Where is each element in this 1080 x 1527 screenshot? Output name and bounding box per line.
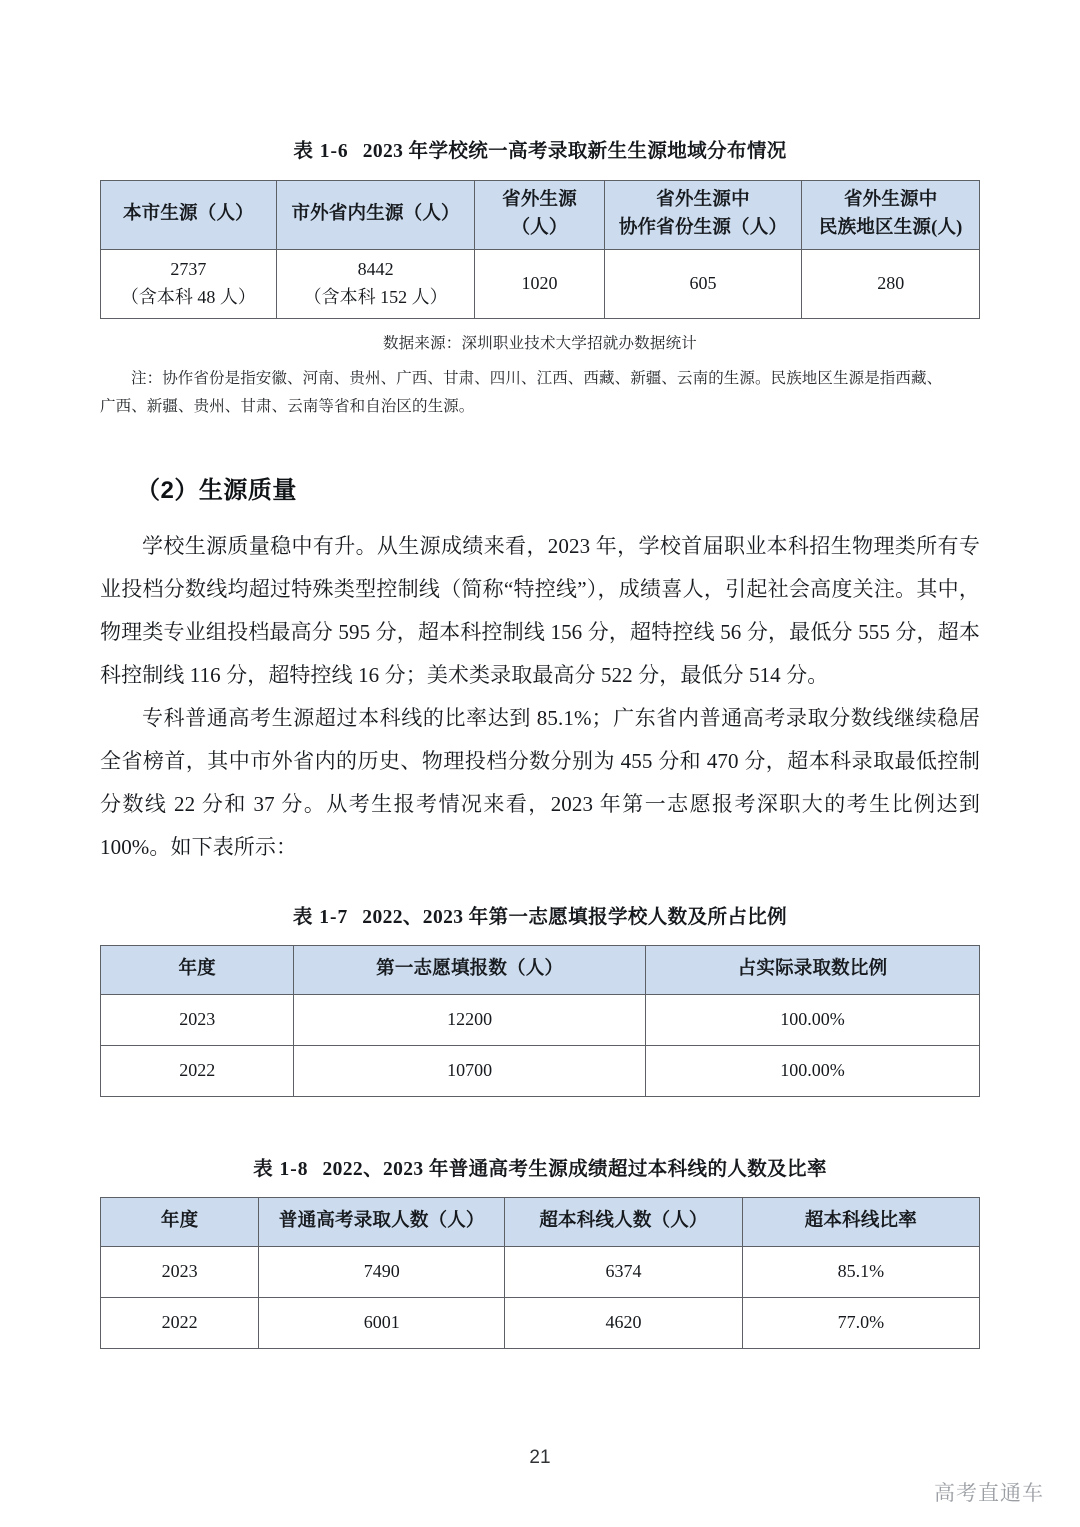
header-line-1: 省外生源中	[843, 190, 938, 210]
table-1-6-caption	[100, 135, 980, 163]
table-1-8-cell-above-line-count: 6374	[505, 1247, 742, 1298]
table-1-8-caption-title: 2022、2023 年普通高考生源成绩超过本科线的人数及比率	[322, 1159, 827, 1181]
table-1-6-header-ethnic-regions	[802, 181, 980, 250]
cell-subvalue: （含本科 152 人）	[303, 286, 448, 307]
table-1-8-header-year: 年度	[101, 1198, 259, 1247]
table-row	[101, 995, 980, 1046]
table-1-8-cell-admitted-count: 6001	[259, 1298, 505, 1349]
table-1-7-header-first-choice-count: 第一志愿填报数（人）	[294, 946, 646, 995]
paragraph-student-quality-1: 学校生源质量稳中有升。从生源成绩来看，2023 年，学校首届职业本科招生物理类所有专业投档分数线均超过特殊类型控制线（简称“特控线”），成绩喜人，引起社会高度关注。其中，物理类专业组投档最高分 595 分，超本科控制线 156 分，超特控线 56 分，最低分 555 分，超本科控制线 116 分，超特控线 16 分；美术类录取最高分 522 分，最低分 514 分。	[100, 533, 980, 687]
table-1-6-cell-cooperative-provinces: 605	[604, 249, 802, 318]
table-1-7-cell-year: 2022	[101, 1046, 294, 1097]
table-1-8-header-admitted-count: 普通高考录取人数（人）	[259, 1198, 505, 1247]
table-1-7-cell-year: 2023	[101, 995, 294, 1046]
table-1-8-header-above-line-count: 超本科线人数（人）	[505, 1198, 742, 1247]
table-1-6-header-cooperative-provinces	[604, 181, 802, 250]
table-1-7-cell-ratio: 100.00%	[645, 995, 979, 1046]
table-1-8-caption	[100, 1153, 980, 1181]
table-1-8-cell-year: 2022	[101, 1298, 259, 1349]
cell-subvalue: （含本科 48 人）	[120, 286, 256, 307]
table-1-6-cell-out-province-students: 1020	[475, 249, 604, 318]
table-1-7-cell-first-choice-count: 10700	[294, 1046, 646, 1097]
table-1-8-cell-above-line-ratio: 85.1%	[742, 1247, 979, 1298]
table-1-6-caption-block	[100, 0, 980, 163]
table-row-header	[101, 181, 980, 250]
table-1-7-caption	[100, 901, 980, 929]
header-line-2: 民族地区生源(人)	[818, 217, 963, 238]
table-1-6-header-local-students: 本市生源（人）	[101, 181, 277, 250]
table-1-7-header-year: 年度	[101, 946, 294, 995]
table-1-7	[100, 945, 980, 1097]
table-1-6-note	[100, 365, 980, 422]
header-line-2: 协作省份生源（人）	[618, 217, 788, 238]
table-1-7-header-ratio: 占实际录取数比例	[645, 946, 979, 995]
table-row-header	[101, 946, 980, 995]
table-1-7-cell-first-choice-count: 12200	[294, 995, 646, 1046]
table-1-8-cell-year: 2023	[101, 1247, 259, 1298]
table-row-header	[101, 1198, 980, 1247]
table-1-6	[100, 180, 980, 319]
table-1-6-caption-number: 表 1-6	[293, 141, 349, 162]
page-number: 21	[529, 1447, 551, 1468]
header-line-1: 省外生源中	[656, 190, 750, 210]
cell-value: 2737	[170, 258, 207, 279]
watermark: 高考直通车	[934, 1482, 1044, 1505]
table-1-6-cell-in-province-students	[276, 249, 475, 318]
table-1-7-cell-ratio: 100.00%	[645, 1046, 979, 1097]
table-1-8-cell-above-line-count: 4620	[505, 1298, 742, 1349]
table-1-6-header-in-province-students: 市外省内生源（人）	[276, 181, 475, 250]
paragraph-student-quality-2: 专科普通高考生源超过本科线的比率达到 85.1%；广东省内普通高考录取分数线继续稳居全省榜首，其中市外省内的历史、物理投档分数分别为 455 分和 470 分，超本科录取最低控制分数线 22 分和 37 分。从考生报考情况来看，2023 年第一志愿报考深职大的考生比例达到 100%。如下表所示：	[100, 705, 980, 860]
table-1-7-caption-title: 2022、2023 年第一志愿填报学校人数及所占比例	[362, 907, 788, 929]
table-1-6-caption-title: 2023 年学校统一高考录取新生生源地域分布情况	[362, 141, 787, 162]
section-heading-student-quality: （2）生源质量	[136, 476, 297, 504]
table-row	[101, 1247, 980, 1298]
table-1-8-cell-admitted-count: 7490	[259, 1247, 505, 1298]
table-1-8-caption-block	[100, 1153, 980, 1181]
header-line-2: （人）	[511, 217, 568, 238]
table-1-8	[100, 1197, 980, 1349]
table-row	[101, 1298, 980, 1349]
header-line-1: 省外生源	[502, 190, 577, 210]
table-1-6-cell-local-students	[101, 249, 277, 318]
table-1-8-cell-above-line-ratio: 77.0%	[742, 1298, 979, 1349]
table-row	[101, 249, 980, 318]
note-line-1: 注：协作省份是指安徽、河南、贵州、广西、甘肃、四川、江西、西藏、新疆、云南的生源。民族地区生源是指西藏、	[131, 369, 943, 387]
cell-value: 8442	[357, 258, 394, 279]
table-1-8-header-above-line-ratio: 超本科线比率	[742, 1198, 979, 1247]
table-1-6-cell-ethnic-regions: 280	[802, 249, 980, 318]
table-1-7-caption-block	[100, 901, 980, 929]
table-1-8-caption-number: 表 1-8	[253, 1159, 309, 1181]
table-1-6-source: 数据来源：深圳职业技术大学招就办数据统计	[382, 334, 697, 352]
table-1-7-caption-number: 表 1-7	[292, 907, 349, 929]
table-row	[101, 1046, 980, 1097]
note-line-2: 广西、新疆、贵州、甘肃、云南等省和自治区的生源。	[100, 398, 475, 416]
table-1-6-header-out-province-students	[475, 181, 604, 250]
